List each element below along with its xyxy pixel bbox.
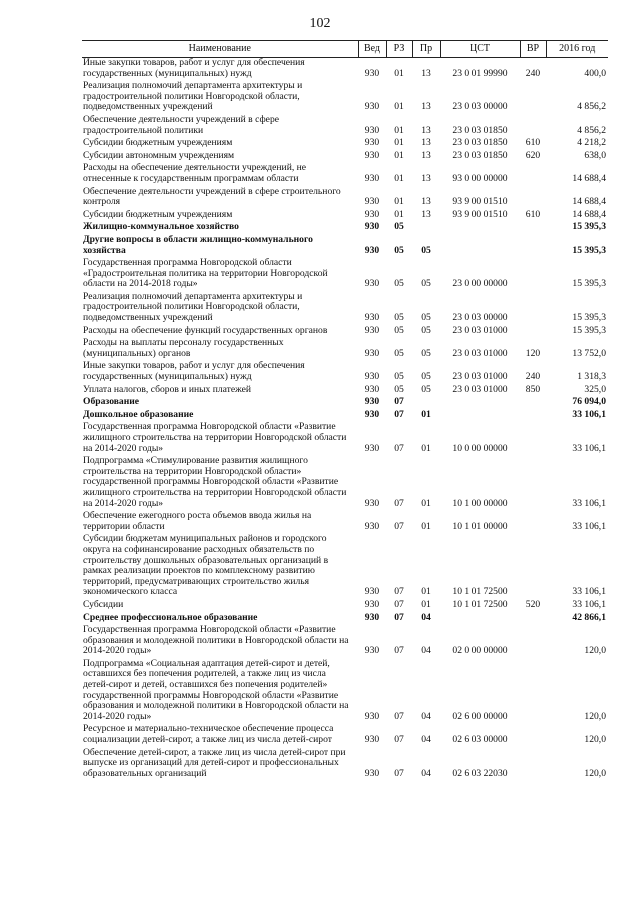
row-rz: 01: [394, 208, 404, 220]
row-name: Реализация полномочий департамента архитектуры и градостроительной политики Новгородской области, подведомственных учреждений: [83, 80, 303, 113]
row-rz: 01: [394, 137, 404, 149]
row-vr: 520: [525, 598, 541, 610]
row-sum: 15 395,3: [572, 278, 606, 290]
row-sum: 4 856,2: [577, 101, 606, 113]
row-name: Среднее профессиональное образование: [83, 611, 258, 623]
row-rz: 01: [394, 67, 404, 79]
row-name: Государственная программа Новгородской области «Развитие жилищного строительства на территории Новгородской области на 2014-2020 годы»: [83, 421, 347, 454]
row-name: Иные закупки товаров, работ и услуг для обеспечения государственных (муниципальных) нужд: [83, 57, 305, 79]
row-vr: [520, 724, 546, 747]
row-rz: 05: [394, 324, 404, 336]
row-name: Обеспечение ежегодного роста объемов ввода жилья на территории области: [83, 510, 312, 532]
row-name: Субсидии бюджетным учреждениям: [83, 208, 233, 220]
row-name: Обеспечение деятельности учреждений в сфере градостроительной политики: [83, 113, 279, 136]
table-row: [82, 724, 608, 747]
row-name: Субсидии бюджетам муниципальных районов и городского округа на софинансирование расходных обязательств по строительству дошкольных образовательных организаций в рамках реализации проектов по комплексному развитию территорий, предусматривающих строительство жилья экономического класса: [83, 533, 329, 598]
row-sum: 14 688,4: [572, 172, 606, 184]
row-name: Расходы на обеспечение деятельности учреждений, не отнесенные к государственным программам области: [83, 162, 307, 184]
row-ved: 930: [364, 124, 380, 136]
row-ved: 930: [364, 196, 380, 208]
row-vr: [520, 422, 546, 456]
row-vr: [520, 326, 546, 339]
row-cst: 10 1 01 00000: [452, 520, 508, 532]
row-cst: 23 0 03 01000: [452, 347, 508, 359]
row-rz: 05: [394, 312, 404, 324]
row-rz: 07: [394, 497, 404, 509]
header-sum: 2016 год: [546, 41, 608, 58]
row-rz: 07: [394, 645, 404, 657]
row-ved: 930: [364, 598, 380, 610]
row-vr: 240: [525, 67, 541, 79]
row-sum: 120,0: [584, 767, 606, 779]
row-vr: [520, 613, 546, 626]
row-ved: 930: [364, 347, 380, 359]
row-pr: 04: [421, 734, 431, 746]
row-cst: [440, 613, 520, 626]
row-ved: 930: [364, 611, 380, 623]
row-cst: 93 9 00 01510: [452, 208, 508, 220]
row-name: Обеспечение деятельности учреждений в сфере строительного контроля: [83, 185, 341, 208]
row-sum: 14 688,4: [572, 208, 606, 220]
table-row: [82, 58, 608, 82]
table-row: [82, 422, 608, 456]
header-pr: Пр: [412, 41, 440, 58]
row-vr: [520, 292, 546, 326]
row-cst: 23 0 03 00000: [452, 101, 508, 113]
row-vr: [520, 511, 546, 534]
row-name: Субсидии автономным учреждениям: [83, 149, 235, 161]
row-sum: 33 106,1: [572, 442, 606, 454]
row-name: Ресурсное и материально-техническое обеспечение процесса социализации детей-сирот, а также лиц из числа детей-сирот: [83, 723, 334, 746]
row-vr: 240: [525, 371, 541, 383]
row-rz: 01: [394, 124, 404, 136]
row-rz: 01: [394, 149, 404, 161]
row-ved: 930: [364, 396, 380, 408]
row-cst: 23 0 03 01850: [452, 137, 508, 149]
row-pr: 04: [421, 767, 431, 779]
row-vr: [520, 410, 546, 423]
row-ved: 930: [364, 767, 380, 779]
table-row: [82, 187, 608, 210]
row-pr: 04: [421, 611, 431, 623]
table-row: [82, 625, 608, 659]
row-rz: 01: [394, 172, 404, 184]
row-sum: 76 094,0: [572, 396, 606, 408]
row-pr: 04: [421, 710, 431, 722]
row-ved: 930: [364, 520, 380, 532]
row-sum: 42 866,1: [572, 611, 606, 623]
row-cst: 23 0 03 01850: [452, 149, 508, 161]
row-pr: 01: [421, 497, 431, 509]
header-name: Наименование: [82, 41, 358, 58]
row-sum: 15 395,3: [572, 221, 606, 233]
row-vr: [520, 534, 546, 600]
header-rz: РЗ: [386, 41, 412, 58]
row-pr: 01: [421, 408, 431, 420]
row-rz: 01: [394, 101, 404, 113]
row-name: Дошкольное образование: [83, 408, 194, 420]
row-vr: [520, 115, 546, 138]
row-ved: 930: [364, 408, 380, 420]
table-row: [82, 81, 608, 115]
row-rz: 05: [394, 383, 404, 395]
row-name: Образование: [83, 396, 140, 408]
row-rz: 07: [394, 734, 404, 746]
row-cst: [440, 222, 520, 235]
row-rz: 07: [394, 408, 404, 420]
table-row: [82, 534, 608, 600]
row-ved: 930: [364, 221, 380, 233]
row-name: Обеспечение детей-сирот, а также лиц из числа детей-сирот при выпуске из организаций для детей-сирот и профессиональных образовательных организаций: [83, 746, 346, 779]
row-sum: 15 395,3: [572, 324, 606, 336]
row-pr: 01: [421, 442, 431, 454]
row-sum: 13 752,0: [572, 347, 606, 359]
row-cst: 23 0 03 01000: [452, 383, 508, 395]
table-row: [82, 748, 608, 782]
row-sum: 1 318,3: [577, 371, 606, 383]
row-sum: 4 218,2: [577, 137, 606, 149]
row-rz: 05: [394, 347, 404, 359]
row-ved: 930: [364, 149, 380, 161]
header-vr: ВР: [520, 41, 546, 58]
row-vr: [520, 456, 546, 511]
table-row: [82, 138, 608, 151]
row-sum: 120,0: [584, 645, 606, 657]
row-pr: 05: [421, 324, 431, 336]
row-cst: 02 6 00 00000: [452, 710, 508, 722]
row-pr: 05: [421, 347, 431, 359]
row-cst: [440, 397, 520, 410]
row-name: Расходы на выплаты персоналу государственных (муниципальных) органов: [83, 337, 284, 359]
row-cst: 10 0 00 00000: [452, 442, 508, 454]
row-name: Расходы на обеспечение функций государственных органов: [83, 324, 328, 336]
row-name: Государственная программа Новгородской области «Развитие образования и молодежной политики в Новгородской области на 2014-2020 годы»: [83, 624, 349, 657]
row-sum: 33 106,1: [572, 520, 606, 532]
row-cst: 10 1 01 72500: [452, 586, 508, 598]
row-pr: 05: [421, 371, 431, 383]
row-cst: 02 0 00 00000: [452, 645, 508, 657]
row-sum: 33 106,1: [572, 598, 606, 610]
row-ved: 930: [364, 710, 380, 722]
header-ved: Вед: [358, 41, 386, 58]
row-vr: [520, 258, 546, 292]
row-sum: 14 688,4: [572, 196, 606, 208]
row-ved: 930: [364, 172, 380, 184]
table-row: [82, 511, 608, 534]
table-row: [82, 115, 608, 138]
row-rz: 07: [394, 710, 404, 722]
row-cst: 23 0 03 01850: [452, 124, 508, 136]
row-rz: 07: [394, 586, 404, 598]
row-pr: 13: [421, 137, 431, 149]
row-ved: 930: [364, 497, 380, 509]
row-vr: 850: [525, 383, 541, 395]
row-rz: 01: [394, 196, 404, 208]
row-ved: 930: [364, 67, 380, 79]
row-pr: [412, 397, 440, 410]
row-pr: 01: [421, 586, 431, 598]
row-sum: 120,0: [584, 734, 606, 746]
row-rz: 07: [394, 442, 404, 454]
row-pr: 05: [421, 312, 431, 324]
row-name: Подпрограмма «Стимулирование развития жилищного строительства на территории Новгородской области» государственной программы Новгородской области «Развитие жилищного строительства на территории Новгородской области на 2014-2020 годы»: [83, 455, 347, 509]
row-ved: 930: [364, 645, 380, 657]
page-number: 102: [309, 16, 331, 31]
row-cst: 02 6 03 00000: [452, 734, 508, 746]
row-ved: 930: [364, 312, 380, 324]
row-rz: 07: [394, 396, 404, 408]
row-ved: 930: [364, 371, 380, 383]
budget-table: [82, 40, 608, 781]
row-sum: 638,0: [584, 149, 606, 161]
row-pr: 04: [421, 645, 431, 657]
row-cst: 10 1 00 00000: [452, 497, 508, 509]
row-vr: [520, 659, 546, 725]
row-cst: 23 0 03 01000: [452, 371, 508, 383]
row-vr: [520, 397, 546, 410]
row-pr: 13: [421, 149, 431, 161]
row-cst: 23 0 00 00000: [452, 278, 508, 290]
table-body: [82, 58, 608, 782]
row-sum: 15 395,3: [572, 312, 606, 324]
row-vr: [520, 163, 546, 186]
row-pr: 05: [421, 244, 431, 256]
row-name: Государственная программа Новгородской области «Градостроительная политика на территории Новгородской области на 2014-2018 годы»: [83, 257, 328, 290]
row-pr: 05: [421, 278, 431, 290]
row-pr: 13: [421, 172, 431, 184]
table-row: [82, 235, 608, 258]
row-rz: 05: [394, 221, 404, 233]
row-ved: 930: [364, 208, 380, 220]
row-cst: [440, 235, 520, 258]
row-vr: [520, 748, 546, 782]
row-sum: 33 106,1: [572, 497, 606, 509]
row-cst: [440, 410, 520, 423]
table-row: [82, 456, 608, 511]
table-row: [82, 258, 608, 292]
table-row: [82, 361, 608, 384]
row-vr: [520, 222, 546, 235]
row-sum: 4 856,2: [577, 124, 606, 136]
row-name: Жилищно-коммунальное хозяйство: [83, 221, 239, 233]
row-sum: 325,0: [584, 383, 606, 395]
row-ved: 930: [364, 324, 380, 336]
row-pr: 01: [421, 520, 431, 532]
row-vr: 610: [525, 137, 541, 149]
row-cst: 23 0 03 00000: [452, 312, 508, 324]
row-sum: 15 395,3: [572, 244, 606, 256]
row-cst: 93 9 00 01510: [452, 196, 508, 208]
table-row: [82, 292, 608, 326]
row-sum: 120,0: [584, 710, 606, 722]
row-ved: 930: [364, 442, 380, 454]
row-rz: 07: [394, 598, 404, 610]
row-cst: 02 6 03 22030: [452, 767, 508, 779]
row-pr: [412, 222, 440, 235]
row-vr: [520, 235, 546, 258]
row-ved: 930: [364, 101, 380, 113]
row-vr: 610: [525, 208, 541, 220]
table-row: [82, 163, 608, 186]
row-name: Субсидии бюджетным учреждениям: [83, 137, 233, 149]
row-vr: [520, 81, 546, 115]
header-cst: ЦСТ: [440, 41, 520, 58]
row-sum: 33 106,1: [572, 586, 606, 598]
row-ved: 930: [364, 734, 380, 746]
row-pr: 13: [421, 101, 431, 113]
row-cst: 23 0 01 99990: [452, 67, 508, 79]
row-pr: 13: [421, 124, 431, 136]
row-cst: 93 0 00 00000: [452, 172, 508, 184]
row-pr: 13: [421, 208, 431, 220]
row-pr: 13: [421, 196, 431, 208]
row-sum: 33 106,1: [572, 408, 606, 420]
row-ved: 930: [364, 383, 380, 395]
row-vr: [520, 625, 546, 659]
table-row: [82, 385, 608, 398]
row-rz: 07: [394, 611, 404, 623]
row-rz: 05: [394, 244, 404, 256]
row-rz: 05: [394, 371, 404, 383]
table-row: [82, 397, 608, 410]
table-row: [82, 600, 608, 613]
row-name: Иные закупки товаров, работ и услуг для обеспечения государственных (муниципальных) нужд: [83, 360, 305, 383]
row-name: Уплата налогов, сборов и иных платежей: [83, 383, 252, 395]
row-ved: 930: [364, 586, 380, 598]
row-pr: 05: [421, 383, 431, 395]
row-ved: 930: [364, 137, 380, 149]
row-cst: 23 0 03 01000: [452, 324, 508, 336]
table-row: [82, 338, 608, 361]
table-header-row: [82, 41, 608, 58]
row-name: Реализация полномочий департамента архитектуры и градостроительной политики Новгородской области, подведомственных учреждений: [83, 290, 303, 324]
table-row: [82, 659, 608, 725]
row-name: Подпрограмма «Социальная адаптация детей-сирот и детей, оставшихся без попечения родителей, а также лиц из числа детей-сирот и детей, оставшихся без попечения родителей» государственной программы Новгородской области «Развитие образования и молодежной политики в Новгородской области на 2014-2020 годы»: [83, 657, 349, 722]
row-vr: 620: [525, 149, 541, 161]
row-rz: 07: [394, 767, 404, 779]
row-rz: 07: [394, 520, 404, 532]
row-sum: 400,0: [584, 67, 606, 79]
row-vr: 120: [525, 347, 541, 359]
row-ved: 930: [364, 244, 380, 256]
row-pr: 13: [421, 67, 431, 79]
row-cst: 10 1 01 72500: [452, 598, 508, 610]
row-name: Субсидии: [83, 598, 124, 610]
row-ved: 930: [364, 278, 380, 290]
row-name: Другие вопросы в области жилищно-коммунального хозяйства: [83, 233, 313, 256]
row-rz: 05: [394, 278, 404, 290]
row-vr: [520, 187, 546, 210]
row-pr: 01: [421, 598, 431, 610]
